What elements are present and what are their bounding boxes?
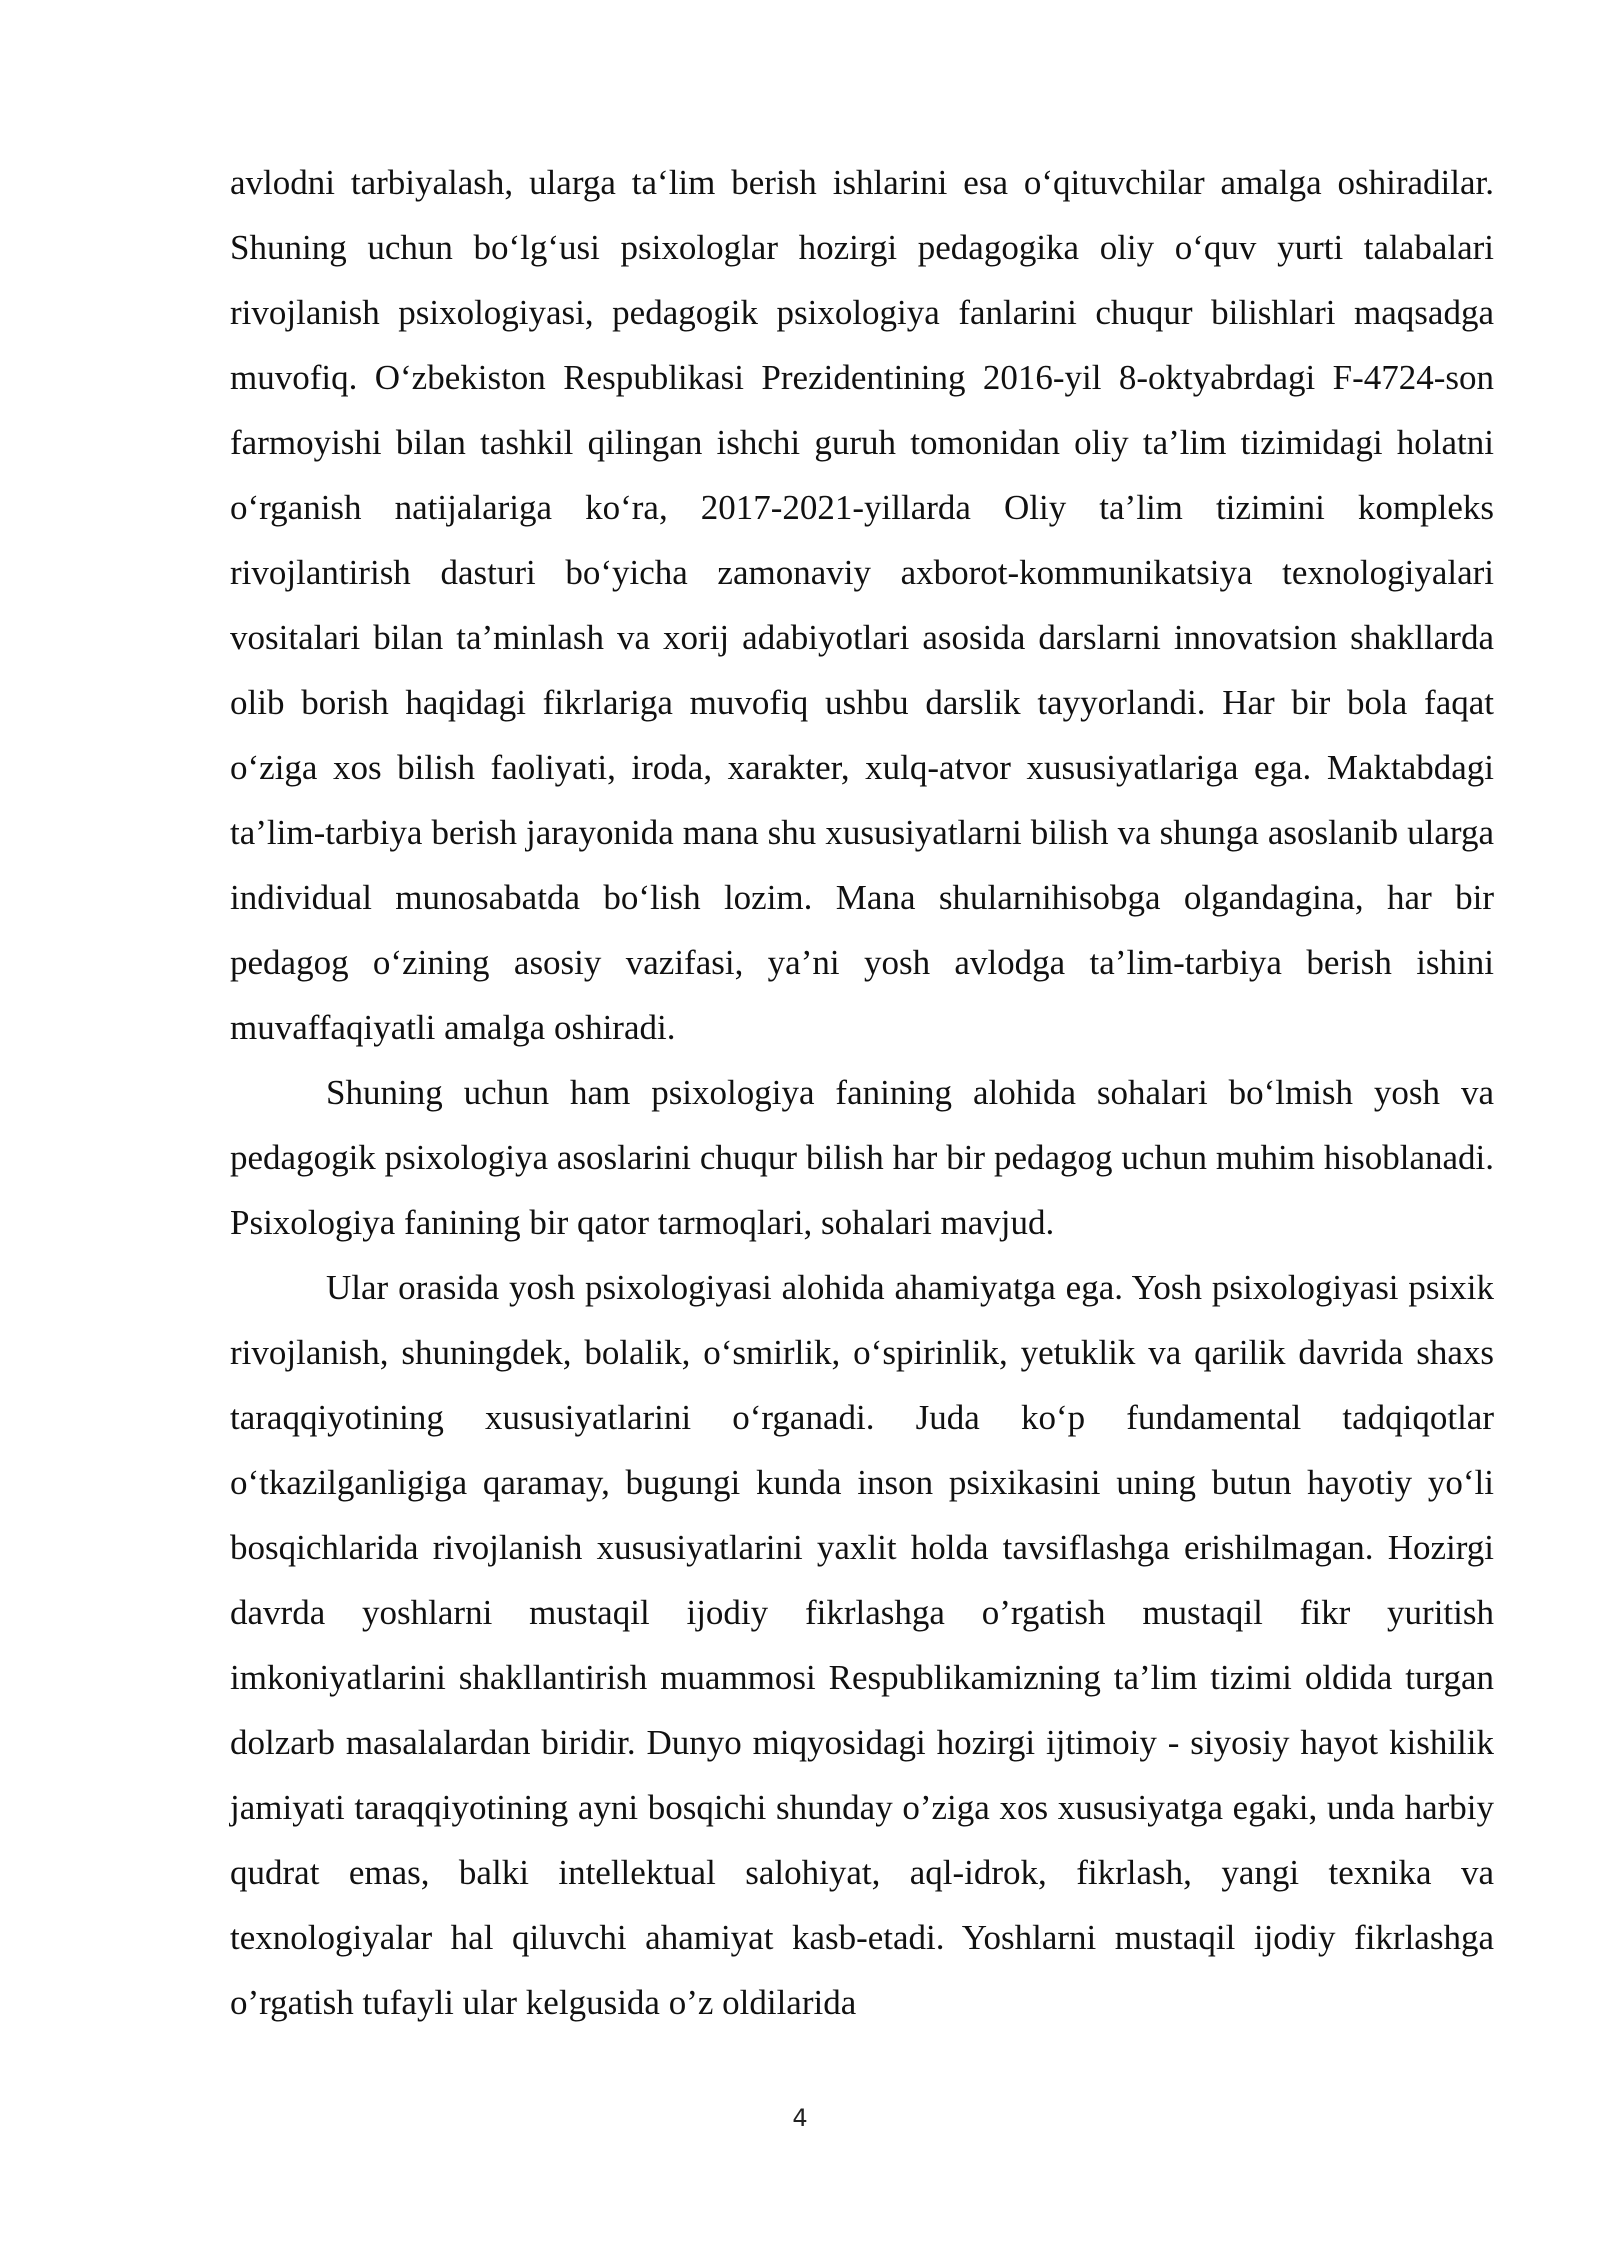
paragraph-3: Ular orasida yosh psixologiyasi alohida ahamiyatga ega. Yosh psixologiyasi psixik rivojlanish, shuningdek, bolalik, o‘smirlik, o‘spirinlik, yetuklik va qarilik davrida shaxs taraqqiyotining xususiyatlarini o‘rganadi. Juda ko‘p fundamental tadqiqotlar o‘tkazilganligiga qaramay, bugungi kunda inson psixikasini uning butun hayotiy yo‘li bosqichlarida rivojlanish xususiyatlarini yaxlit holda tavsiflashga erishilmagan. Hozirgi davrda yoshlarni mustaqil ijodiy fikrlashga o’rgatish mustaqil fikr yuritish imkoniyatlarini shakllantirish muammosi Respublikamizning ta’lim tizimi oldida turgan dolzarb masalalardan biridir. Dunyo miqyosidagi hozirgi ijtimoiy - siyosiy hayot kishilik jamiyati taraqqiyotining ayni bosqichi shunday o’ziga xos xususiyatga egaki, unda harbiy qudrat emas, balki intellektual salohiyat, aql-idrok, fikrlash, yangi texnika va texnologiyalar hal qiluvchi ahamiyat kasb-etadi. Yoshlarni mustaqil ijodiy fikrlashga o’rgatish tufayli ular kelgusida o’z oldilarida	[230, 1268, 1494, 2022]
paragraph-2: Shuning uchun ham psixologiya fanining alohida sohalari bo‘lmish yosh va pedagogik psixologiya asoslarini chuqur bilish har bir pedagog uchun muhim hisoblanadi. Psixologiya fanining bir qator tarmoqlari, sohalari mavjud.	[230, 1073, 1494, 1242]
paragraph-1: avlodni tarbiyalash, ularga ta‘lim berish ishlarini esa o‘qituvchilar amalga oshiradilar. Shuning uchun bo‘lg‘usi psixologlar hozirgi pedagogika oliy o‘quv yurti talabalari rivojlanish psixologiyasi, pedagogik psixologiya fanlarini chuqur bilishlari maqsadga muvofiq. O‘zbekiston Respublikasi Prezidentining 2016-yil 8-oktyabrdagi F-4724-son farmoyishi bilan tashkil qilingan ishchi guruh tomonidan oliy ta’lim tizimidagi holatni o‘rganish natijalariga ko‘ra, 2017-2021-yillarda Oliy ta’lim tizimini kompleks rivojlantirish dasturi bo‘yicha zamonaviy axborot-kommunikatsiya texnologiyalari vositalari bilan ta’minlash va xorij adabiyotlari asosida darslarni innovatsion shakllarda olib borish haqidagi fikrlariga muvofiq ushbu darslik tayyorlandi. Har bir bola faqat o‘ziga xos bilish faoliyati, iroda, xarakter, xulq-atvor xususiyatlariga ega. Maktabdagi ta’lim-tarbiya berish jarayonida mana shu xususiyatlarni bilish va shunga asoslanib ularga individual munosabatda bo‘lish lozim. Mana shularnihisobga olgandagina, har bir pedagog o‘zining asosiy vazifasi, ya’ni yosh avlodga ta’lim-tarbiya berish ishini muvaffaqiyatli amalga oshiradi.	[230, 163, 1494, 1047]
body-text	[230, 150, 1494, 2035]
page-number: 4	[792, 2104, 808, 2132]
